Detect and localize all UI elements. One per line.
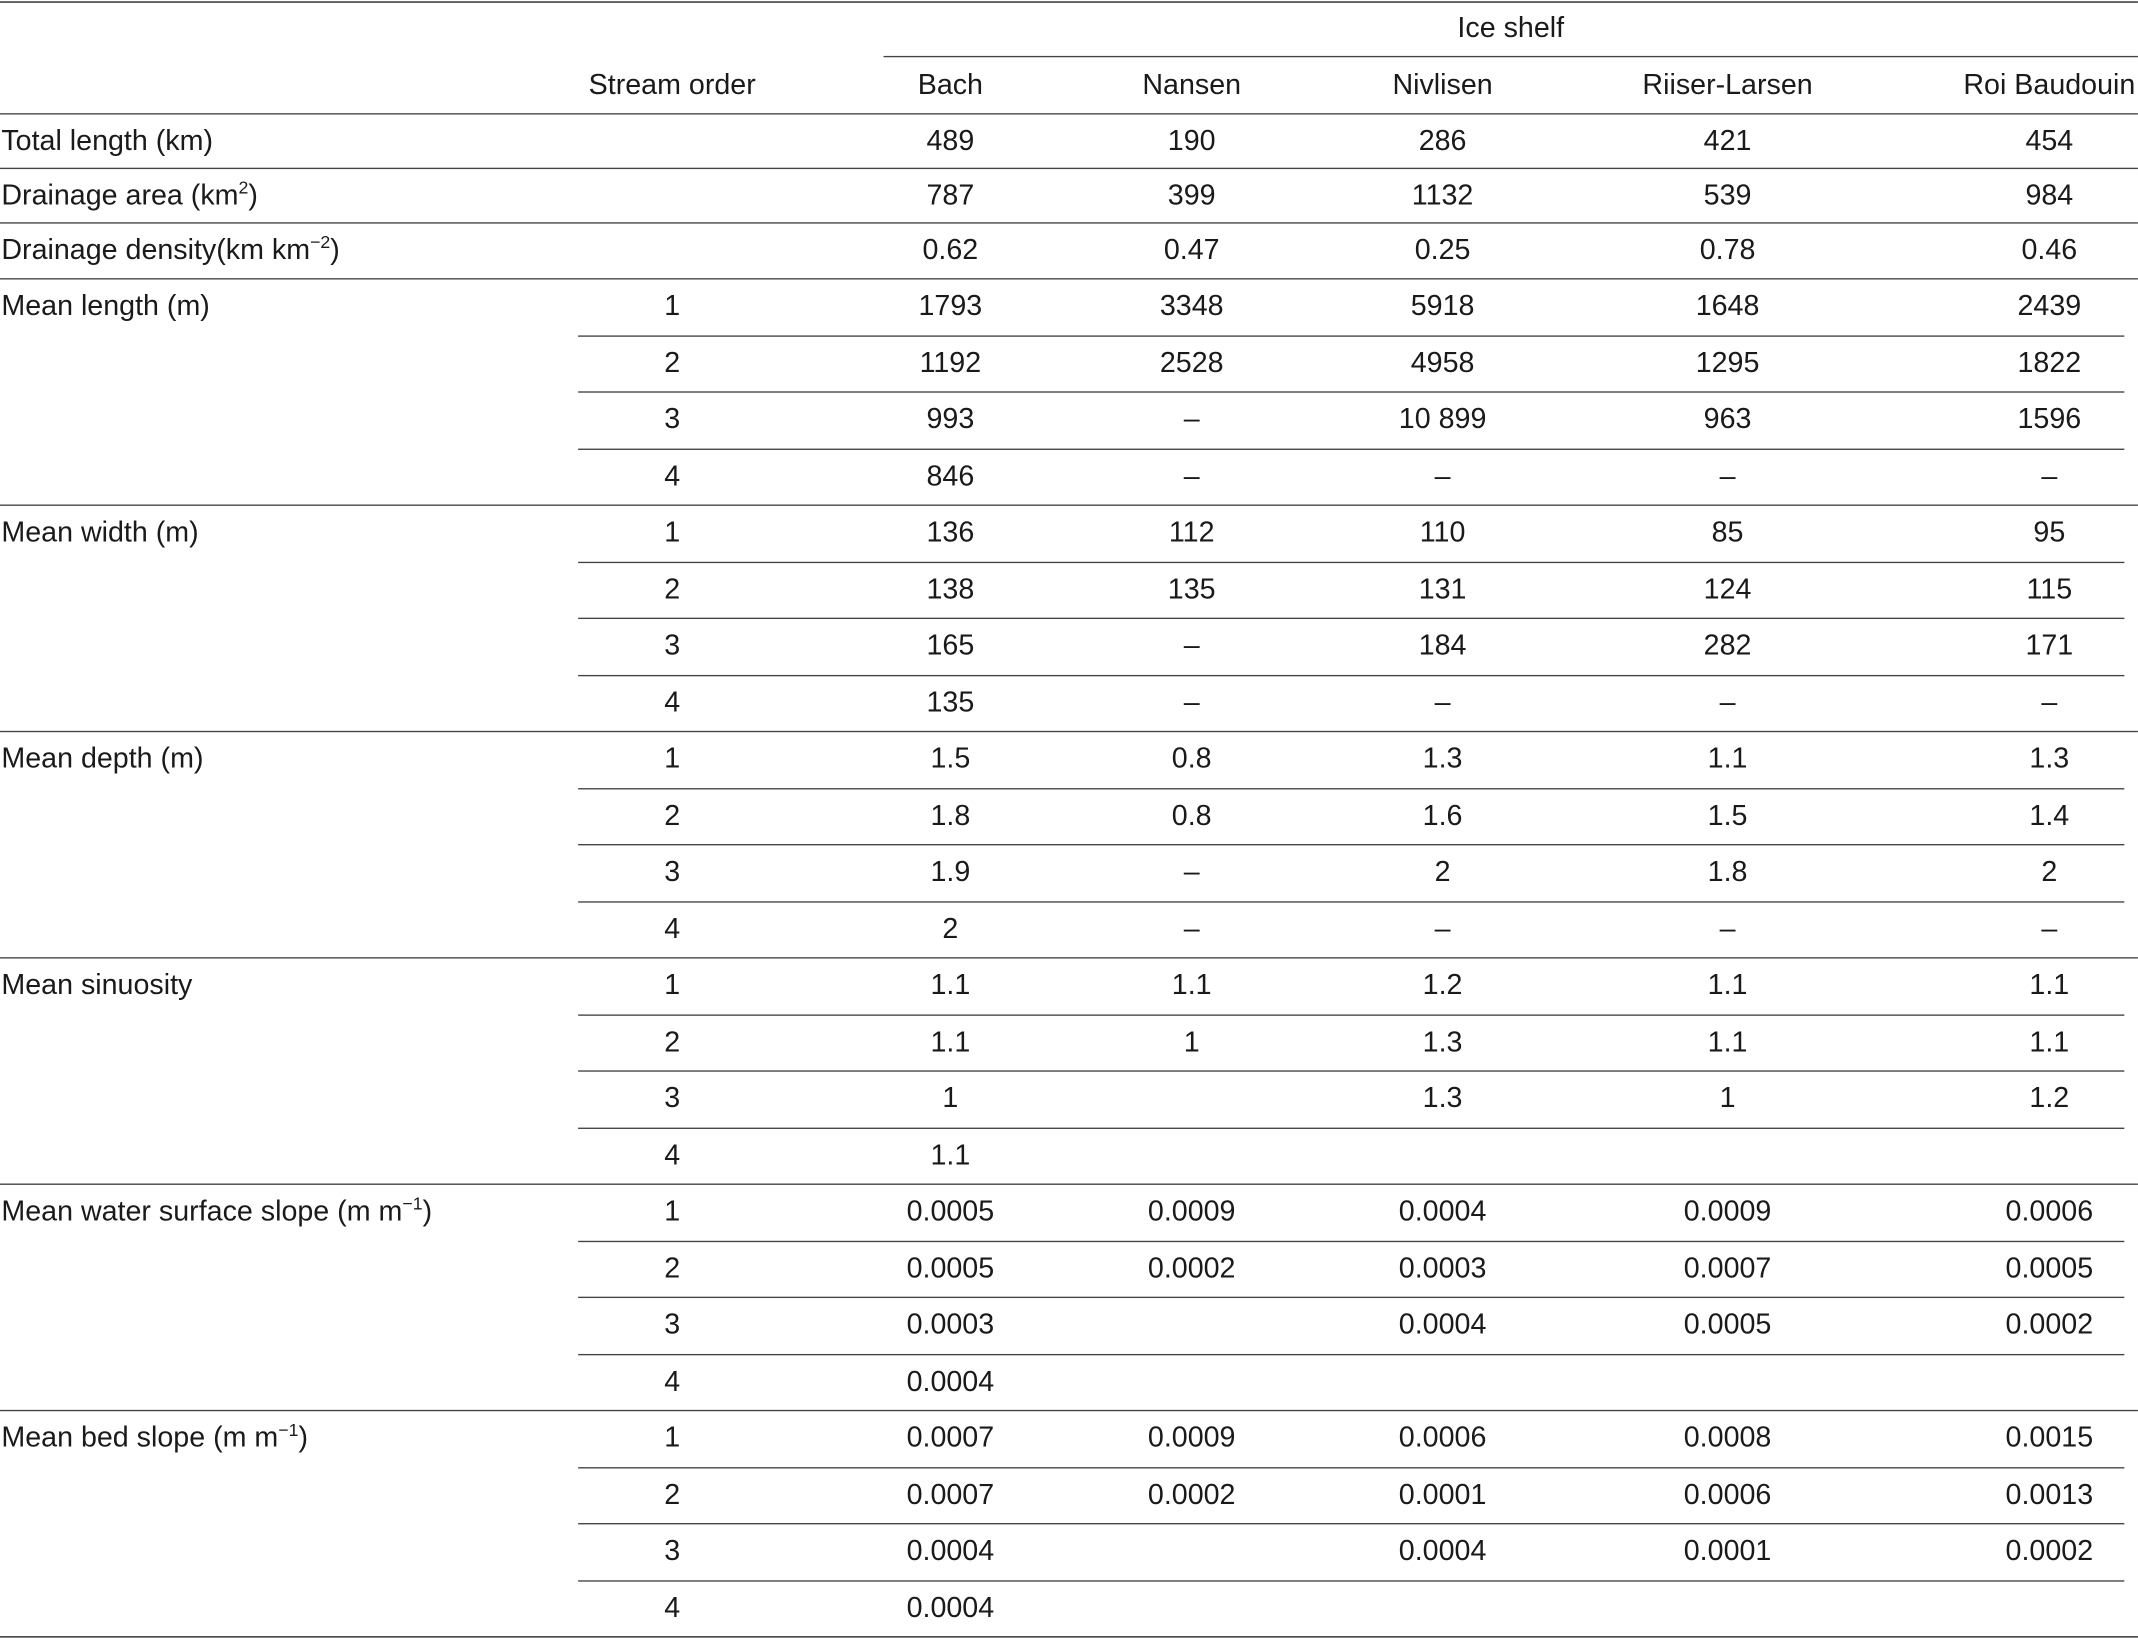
table-cell: 846 bbox=[926, 460, 975, 492]
stream-order-cell: 1 bbox=[664, 1422, 681, 1454]
table-cell: 454 bbox=[2025, 125, 2074, 157]
table-cell: 2439 bbox=[2017, 290, 2082, 322]
table-cell: 1.3 bbox=[1422, 1026, 1463, 1058]
ice-shelf-span-rule bbox=[884, 56, 2138, 57]
table-cell: 0.46 bbox=[2021, 234, 2078, 266]
table-cell: 0.0015 bbox=[2005, 1422, 2094, 1454]
table-cell: 0.0009 bbox=[1147, 1195, 1236, 1228]
table-cell: 1.5 bbox=[930, 743, 971, 775]
column-header-riiser-larsen: Riiser-Larsen bbox=[1642, 69, 1813, 101]
table-cell: 984 bbox=[2025, 179, 2074, 212]
sub-row-divider bbox=[578, 1466, 2124, 1467]
table-cell: 399 bbox=[1167, 179, 1216, 212]
unit-exponent: −1 bbox=[278, 1419, 299, 1440]
table-cell: 131 bbox=[1418, 573, 1467, 605]
sub-row-divider bbox=[578, 901, 2124, 902]
table-cell: 787 bbox=[926, 179, 975, 212]
stream-order-cell: 3 bbox=[664, 1308, 681, 1341]
table-cell: 1.5 bbox=[1707, 799, 1748, 832]
sub-row-divider bbox=[578, 787, 2124, 788]
sub-row-divider bbox=[578, 618, 2124, 619]
stream-order-cell: 2 bbox=[664, 1252, 681, 1284]
table-cell: 282 bbox=[1703, 629, 1752, 662]
stream-order-cell: 2 bbox=[664, 799, 681, 832]
table-bottom-rule bbox=[0, 1636, 2138, 1637]
table-cell: – bbox=[2041, 912, 2058, 945]
table-cell: – bbox=[1434, 686, 1451, 718]
column-header-nivlisen: Nivlisen bbox=[1392, 69, 1493, 101]
stream-order-header: Stream order bbox=[588, 69, 756, 101]
table-cell: 4958 bbox=[1410, 347, 1475, 379]
table-cell: 0.0004 bbox=[1398, 1535, 1487, 1567]
table-top-rule bbox=[0, 1, 2138, 2]
table-cell: 1132 bbox=[1411, 179, 1474, 212]
table-cell: 1.3 bbox=[1422, 1082, 1463, 1114]
table-cell: 5918 bbox=[1410, 290, 1475, 322]
table-cell: 0.0003 bbox=[906, 1308, 995, 1341]
table-cell: 136 bbox=[926, 516, 975, 549]
table-cell: 0.0008 bbox=[1683, 1422, 1772, 1454]
table-cell: 85 bbox=[1711, 516, 1744, 549]
table-cell: – bbox=[1719, 686, 1736, 718]
table-cell: 0.0006 bbox=[1398, 1422, 1487, 1454]
table-cell: 1.9 bbox=[930, 856, 971, 888]
stream-order-cell: 1 bbox=[664, 516, 681, 549]
table-cell: 1.8 bbox=[930, 799, 971, 832]
table-cell: 10 899 bbox=[1398, 403, 1487, 435]
table-cell: 112 bbox=[1168, 516, 1215, 549]
table-cell: 0.0002 bbox=[1147, 1478, 1236, 1511]
unit-exponent: 2 bbox=[238, 177, 249, 198]
table-cell: 0.0005 bbox=[2005, 1252, 2094, 1284]
table-cell: – bbox=[1434, 912, 1451, 945]
table-cell: 0.78 bbox=[1699, 234, 1756, 266]
table-cell: 0.25 bbox=[1414, 234, 1471, 266]
table-cell: 124 bbox=[1703, 573, 1752, 605]
table-cell: 171 bbox=[2025, 629, 2074, 662]
sub-row-divider bbox=[578, 1240, 2124, 1241]
table-cell: 1.1 bbox=[1707, 743, 1748, 775]
row-label-mean-length-m: Mean length (m) bbox=[1, 290, 210, 322]
table-cell: 0.62 bbox=[922, 234, 979, 266]
table-cell: 1.1 bbox=[1171, 969, 1212, 1001]
table-cell: – bbox=[1183, 629, 1200, 662]
column-header-roi-baudouin: Roi Baudouin bbox=[1963, 69, 2136, 101]
table-cell: 1.8 bbox=[1707, 856, 1748, 888]
sub-row-divider bbox=[578, 1014, 2124, 1015]
stream-order-cell: 4 bbox=[664, 1139, 681, 1171]
table-cell: 0.0007 bbox=[906, 1422, 995, 1454]
table-cell: 165 bbox=[926, 629, 975, 662]
table-cell: 1.1 bbox=[930, 1026, 971, 1058]
table-cell: – bbox=[2041, 460, 2058, 492]
row-label-mean-bed-slope-m-m: Mean bed slope (m $m^{-1}$) bbox=[1, 1419, 309, 1454]
table-cell: 286 bbox=[1418, 125, 1467, 157]
table-cell: 0.0009 bbox=[1147, 1422, 1236, 1454]
table-cell: 115 bbox=[2026, 573, 2073, 605]
table-cell: 1822 bbox=[2017, 347, 2082, 379]
table-cell: 95 bbox=[2033, 516, 2066, 549]
table-cell: 1.1 bbox=[2029, 1026, 2070, 1058]
table-cell: – bbox=[1183, 460, 1200, 492]
row-label-mean-width-m: Mean width (m) bbox=[1, 516, 199, 549]
sub-row-divider bbox=[578, 391, 2124, 392]
sub-row-divider bbox=[578, 1523, 2124, 1524]
sub-row-divider bbox=[578, 1070, 2124, 1071]
table-cell: 421 bbox=[1703, 125, 1752, 157]
group-divider bbox=[0, 1184, 2138, 1185]
sub-row-divider bbox=[578, 1580, 2124, 1581]
sub-row-divider bbox=[578, 674, 2124, 675]
table-cell: 1 bbox=[942, 1082, 959, 1114]
table-cell: 2 bbox=[2041, 856, 2058, 888]
stream-order-cell: 3 bbox=[664, 629, 681, 662]
table-cell: 1 bbox=[1719, 1082, 1736, 1114]
table-cell: 0.8 bbox=[1171, 799, 1212, 832]
row-label-drainage-density-km-km: Drainage density(km $km^{-2}$) bbox=[1, 231, 340, 266]
table-cell: 0.0004 bbox=[1398, 1195, 1487, 1228]
sub-row-divider bbox=[578, 448, 2124, 449]
table-cell: 489 bbox=[926, 125, 975, 157]
row-label-drainage-area-km: Drainage area $(km^2)$ bbox=[1, 177, 258, 212]
table-cell: 2 bbox=[1434, 856, 1451, 888]
table-cell: 190 bbox=[1167, 125, 1216, 157]
table-cell: 184 bbox=[1418, 629, 1467, 662]
table-cell: 0.0004 bbox=[906, 1535, 995, 1567]
table-cell: – bbox=[1183, 912, 1200, 945]
table-cell: 1.2 bbox=[2029, 1082, 2070, 1114]
table-cell: 1.1 bbox=[1707, 1026, 1748, 1058]
table-cell: 993 bbox=[926, 403, 975, 435]
table-cell: 0.0002 bbox=[2005, 1308, 2094, 1341]
column-header-bach: Bach bbox=[917, 69, 983, 101]
stream-order-cell: 2 bbox=[664, 347, 681, 379]
column-header-nansen: Nansen bbox=[1142, 69, 1242, 101]
stream-order-cell: 2 bbox=[664, 1026, 681, 1058]
table-cell: 1.2 bbox=[1422, 969, 1463, 1001]
group-divider bbox=[0, 731, 2138, 732]
sub-row-divider bbox=[578, 1127, 2124, 1128]
stream-order-cell: 2 bbox=[664, 573, 681, 605]
table-cell: 2528 bbox=[1159, 347, 1224, 379]
row-divider bbox=[0, 168, 2138, 169]
row-label-mean-water-surface-slope-m-m: Mean water surface slope (m $m^{-1}$) bbox=[1, 1193, 433, 1228]
table-cell: 0.0006 bbox=[2005, 1195, 2094, 1228]
table-cell: 1.3 bbox=[2029, 743, 2070, 775]
table-cell: 0.0007 bbox=[1683, 1252, 1772, 1284]
row-label-mean-depth-m: Mean depth (m) bbox=[1, 743, 204, 775]
table-cell: – bbox=[1719, 912, 1736, 945]
sub-row-divider bbox=[578, 561, 2124, 562]
table-cell: 0.0006 bbox=[1683, 1478, 1772, 1511]
table-cell: 0.0002 bbox=[1147, 1252, 1236, 1284]
table-cell: 539 bbox=[1703, 179, 1752, 212]
table-cell: 1.1 bbox=[1707, 969, 1748, 1001]
sub-row-divider bbox=[578, 1297, 2124, 1298]
table-cell: 135 bbox=[1167, 573, 1216, 605]
stream-order-cell: 1 bbox=[664, 969, 681, 1001]
stream-order-cell: 4 bbox=[664, 912, 681, 945]
table-cell: 1596 bbox=[2017, 403, 2082, 435]
row-label-total-length-km: Total length (km) bbox=[1, 125, 214, 157]
table-cell: 0.0004 bbox=[906, 1365, 995, 1397]
table-cell: 0.0001 bbox=[1683, 1535, 1772, 1567]
table-cell: 1 bbox=[1183, 1026, 1200, 1058]
ice-shelf-group-header: Ice shelf bbox=[1457, 12, 1565, 44]
stream-order-cell: 1 bbox=[664, 743, 681, 775]
table-cell: – bbox=[1183, 686, 1200, 718]
table-cell: 1.6 bbox=[1422, 799, 1463, 832]
table-cell: 0.0005 bbox=[1683, 1308, 1772, 1341]
table-cell: – bbox=[2041, 686, 2058, 718]
table-cell: 0.0002 bbox=[2005, 1535, 2094, 1567]
group-divider bbox=[0, 504, 2138, 505]
stream-order-cell: 3 bbox=[664, 403, 681, 435]
sub-row-divider bbox=[578, 1353, 2124, 1354]
table-cell: 1.3 bbox=[1422, 743, 1463, 775]
stream-order-cell: 3 bbox=[664, 856, 681, 888]
unit-exponent: −2 bbox=[310, 231, 331, 253]
table-cell: 0.0004 bbox=[906, 1591, 995, 1624]
table-cell: 0.0007 bbox=[906, 1478, 995, 1511]
stream-order-cell: 4 bbox=[664, 1365, 681, 1397]
stream-order-cell: 4 bbox=[664, 460, 681, 492]
stream-order-cell: 2 bbox=[664, 1478, 681, 1511]
table-cell: 1.1 bbox=[930, 1139, 971, 1171]
table-cell: – bbox=[1719, 460, 1736, 492]
row-divider bbox=[0, 278, 2138, 279]
table-cell: 138 bbox=[926, 573, 975, 605]
table-cell: 963 bbox=[1703, 403, 1752, 435]
table-cell: 0.0005 bbox=[906, 1195, 995, 1228]
table-cell: 2 bbox=[942, 912, 959, 945]
table-cell: 0.0004 bbox=[1398, 1308, 1487, 1341]
stream-order-cell: 3 bbox=[664, 1082, 681, 1114]
table-cell: 1.1 bbox=[930, 969, 971, 1001]
table-cell: 0.0003 bbox=[1398, 1252, 1487, 1284]
table-cell: 1.4 bbox=[2029, 799, 2070, 832]
table-cell: 135 bbox=[926, 686, 975, 718]
table-cell: 1648 bbox=[1695, 290, 1760, 322]
group-divider bbox=[0, 957, 2138, 958]
table-cell: 110 bbox=[1419, 516, 1466, 549]
table-cell: – bbox=[1434, 460, 1451, 492]
sub-row-divider bbox=[578, 844, 2124, 845]
stream-order-cell: 1 bbox=[664, 1195, 681, 1228]
table-cell: 0.0005 bbox=[906, 1252, 995, 1284]
table-cell: 0.0013 bbox=[2005, 1478, 2094, 1511]
table-cell: 0.0009 bbox=[1683, 1195, 1772, 1228]
table-cell: 3348 bbox=[1159, 290, 1224, 322]
row-divider bbox=[0, 222, 2138, 223]
row-label-mean-sinuosity: Mean sinuosity bbox=[1, 969, 193, 1001]
unit-exponent: −1 bbox=[402, 1193, 423, 1214]
group-divider bbox=[0, 1410, 2138, 1411]
header-bottom-rule bbox=[0, 113, 2138, 114]
table-cell: 0.0001 bbox=[1398, 1478, 1487, 1511]
table-cell: 1.1 bbox=[2029, 969, 2070, 1001]
table-cell: – bbox=[1183, 403, 1200, 435]
table-cell: – bbox=[1183, 856, 1200, 888]
table-cell: 0.8 bbox=[1171, 743, 1212, 775]
stream-order-cell: 1 bbox=[664, 290, 681, 322]
table-cell: 0.47 bbox=[1163, 234, 1220, 266]
stream-order-cell: 4 bbox=[664, 1591, 681, 1624]
sub-row-divider bbox=[578, 335, 2124, 336]
table-cell: 1295 bbox=[1695, 347, 1760, 379]
table-cell: 1192 bbox=[919, 347, 982, 379]
table-cell: 1793 bbox=[918, 290, 983, 322]
stream-order-cell: 3 bbox=[664, 1535, 681, 1567]
stream-order-cell: 4 bbox=[664, 686, 681, 718]
